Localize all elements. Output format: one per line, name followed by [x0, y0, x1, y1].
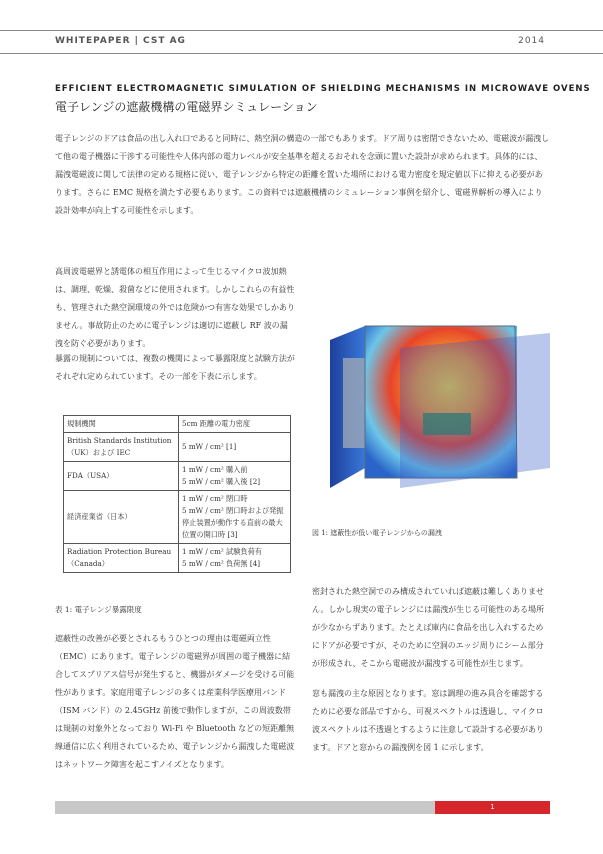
- table-cell-limit: 5 mW / cm² [1]: [179, 433, 291, 462]
- title-english: EFFICIENT ELECTROMAGNETIC SIMULATION OF SHIELDING MECHANISMS IN MICROWAVE OVENS: [55, 84, 591, 94]
- table-cell-limit: 1 mW / cm² 試験負荷有 5 mW / cm² 負荷無 [4]: [179, 544, 291, 573]
- paragraph-emc: 遮蔽性の改善が必要とされるもうひとつの理由は電磁両立性（EMC）にあります。電子レンジの電磁界が周囲の電子機器に結合してスプリアス信号が発生すると、機器がダメージを受ける可能性があります。家庭用電子レンジの多くは産業科学医療用バンド（ISM バンド）の 2.45GHz 前後で動作しますが、この周波数帯は規制の対象外となっており Wi-Fi や Bluetooth などの短距離無線通信に広く利用されているため、電子レンジから漏洩した電磁波はネットワーク障害を起こすノイズとなります。: [55, 634, 295, 769]
- table-row: [64, 433, 291, 462]
- exposure-limits-table: [63, 415, 291, 573]
- page-number: 1: [435, 801, 550, 814]
- table-header-row: [64, 416, 291, 433]
- paragraph-sealed-cavity: 密封された熱空洞でのみ構成されていれば遮蔽は難しくありません。しかし現実の電子レンジには漏洩が生じる可能性のある場所が少なからずあります。たとえば庫内に食品を出し入れするためにドアが必要ですが、そのために空洞のエッジ周りにシーム部分が形成され、そこから電磁波が漏洩する可能性が生じます。: [312, 587, 545, 668]
- table-header-limit: 5cm 距離の電力密度: [179, 416, 291, 433]
- paragraph-exposure-regulation: 暴露の規制については、複数の機関によって暴露限度と試験方法がそれぞれ定められています。その一部を下表に示します。: [55, 354, 295, 381]
- footer-bar: [55, 801, 435, 814]
- table-caption: 表 1: 電子レンジ暴露限度: [55, 605, 142, 614]
- leakage-simulation-figure: [325, 318, 555, 510]
- table-row: [64, 491, 291, 544]
- header-year: 2014: [518, 36, 545, 46]
- table-cell-agency: Radiation Protection Bureau（Canada）: [64, 544, 179, 573]
- title-japanese: 電子レンジの遮蔽機構の電磁界シミュレーション: [55, 100, 318, 114]
- table-row: [64, 544, 291, 573]
- table-row: [64, 462, 291, 491]
- oven-door-grid: [343, 358, 365, 448]
- cut-plane: [400, 333, 550, 488]
- table-cell-limit: 1 mW / cm² 購入前 5 mW / cm² 購入後 [2]: [179, 462, 291, 491]
- figure-caption: 図 1: 遮蔽性が低い電子レンジからの漏洩: [312, 529, 442, 537]
- intro-paragraph: 電子レンジのドアは食品の出し入れ口であると同時に、熱空洞の構造の一部でもあります。ドア周りは密閉できないため、電磁波が漏洩して他の電子機器に干渉する可能性や人体内部の電力レベルが安全基準を超えるおそれを念頭に置いた設計が求められます。具体的には、漏洩電磁波に関して法律の定める規格に従い、電子レンジから特定の距離を置いた場所における電力密度を規定値以下に抑える必要があります。さらに EMC 規格を満たす必要もあります。この資料では遮蔽機構のシミュレーション事例を紹介し、電磁界解析の導入により設計効率が向上する可能性を示します。: [55, 134, 550, 215]
- table-cell-limit: 1 mW / cm² 閉口時 5 mW / cm² 閉口時および発振停止装置が動作する直前の最大位置の開口時 [3]: [179, 491, 291, 544]
- paragraph-window-leakage: 窓も漏洩の主な原因となります。窓は調理の進み具合を確認するために必要な部品ですから、可視スペクトルは透過し、マイクロ波スペクトルは不透過とするように注意して設計する必要があります。ドアと窓からの漏洩例を図 1 に示します。: [312, 689, 544, 752]
- header-publisher: WHITEPAPER | CST AG: [55, 36, 186, 46]
- table-cell-agency: FDA（USA）: [64, 462, 179, 491]
- table-cell-agency: British Standards Institution（UK）および IEC: [64, 433, 179, 462]
- paragraph-microwave-heating: 高周波電磁界と誘電体の相互作用によって生じるマイクロ波加熱は、調理、乾燥、殺菌などに使用されます。しかしこれらの有益性も、管理された熱空洞環境の外では危険かつ有害な効果でしかありません。事故防止のために電子レンジは適切に遮蔽し RF 波の漏洩を防ぐ必要があります。: [55, 267, 295, 348]
- table-header-agency: 規制機関: [64, 416, 179, 433]
- header-bar: [0, 30, 603, 54]
- table-cell-agency: 経済産業省（日本）: [64, 491, 179, 544]
